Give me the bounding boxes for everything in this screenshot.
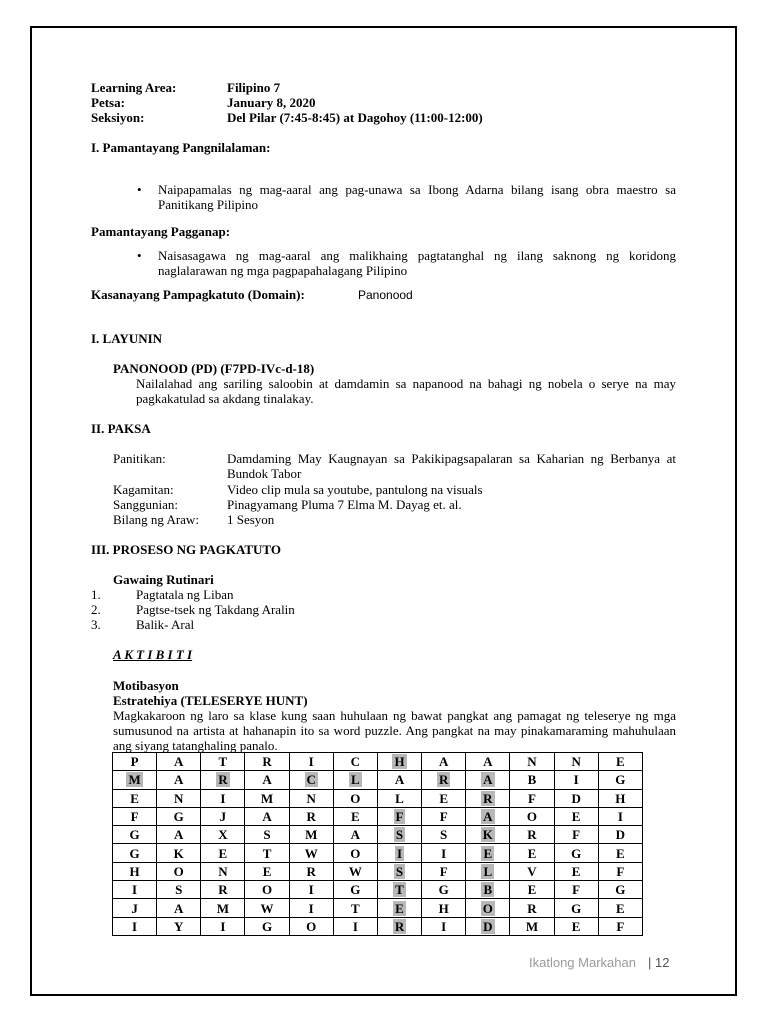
- puzzle-cell: [554, 771, 598, 789]
- puzzle-letter: E: [616, 900, 625, 916]
- puzzle-cell: [466, 862, 510, 880]
- puzzle-letter: A: [483, 772, 493, 788]
- puzzle-letter: E: [616, 754, 625, 770]
- layunin-text: Nailalahad ang sariling saloobin at damdamin sa napanood na bahagi ng nobela o serye na may pagkakatulad sa akdang tinalakay.: [136, 376, 676, 406]
- rutinari-title: Gawaing Rutinari: [113, 572, 214, 587]
- puzzle-letter: E: [527, 882, 537, 898]
- domain-label: Kasanayang Pampagkatuto (Domain):: [91, 287, 305, 302]
- puzzle-cell: [157, 844, 201, 862]
- puzzle-letter: G: [350, 882, 361, 898]
- puzzle-cell: [245, 881, 289, 899]
- puzzle-cell: [554, 753, 598, 771]
- puzzle-letter: E: [218, 845, 228, 861]
- puzzle-cell: [157, 807, 201, 825]
- puzzle-cell: [157, 899, 201, 917]
- puzzle-cell: [598, 844, 642, 862]
- puzzle-cell: [245, 826, 289, 844]
- puzzle-cell: [422, 899, 466, 917]
- puzzle-cell: [333, 789, 377, 807]
- puzzle-cell: [510, 771, 554, 789]
- puzzle-cell: [377, 862, 421, 880]
- puzzle-cell: [554, 844, 598, 862]
- puzzle-cell: [245, 899, 289, 917]
- puzzle-letter: X: [218, 827, 228, 843]
- proseso-title: III. PROSESO NG PAGKATUTO: [91, 542, 281, 557]
- puzzle-letter: A: [174, 827, 184, 843]
- puzzle-cell: [113, 789, 157, 807]
- puzzle-letter: P: [130, 754, 139, 770]
- puzzle-letter: L: [483, 863, 493, 879]
- puzzle-letter: R: [306, 809, 316, 825]
- puzzle-letter: R: [527, 827, 537, 843]
- petsa-label: Petsa:: [91, 95, 125, 110]
- puzzle-cell: [157, 862, 201, 880]
- puzzle-letter: G: [571, 900, 582, 916]
- pangnilalaman-title: I. Pamantayang Pangnilalaman:: [91, 140, 271, 155]
- puzzle-cell: [245, 844, 289, 862]
- puzzle-letter: M: [525, 918, 539, 934]
- puzzle-letter: F: [439, 863, 448, 879]
- puzzle-letter: R: [394, 918, 405, 934]
- puzzle-letter: C: [306, 772, 316, 788]
- sanggunian-value: Pinagyamang Pluma 7 Elma M. Dayag et. al.: [227, 497, 462, 512]
- puzzle-letter: H: [438, 900, 449, 916]
- puzzle-letter: I: [132, 918, 138, 934]
- estratehiya-title: Estratehiya (TELESERYE HUNT): [113, 693, 308, 708]
- puzzle-letter: E: [130, 790, 139, 806]
- puzzle-row: [113, 789, 643, 807]
- puzzle-letter: O: [261, 882, 273, 898]
- aktibiti-heading: A K T I B I T I: [113, 647, 193, 662]
- puzzle-cell: [422, 917, 466, 935]
- puzzle-cell: [157, 881, 201, 899]
- puzzle-cell: [598, 862, 642, 880]
- petsa-value: January 8, 2020: [227, 95, 316, 110]
- puzzle-cell: [377, 771, 421, 789]
- puzzle-letter: I: [308, 900, 314, 916]
- puzzle-cell: [598, 899, 642, 917]
- puzzle-letter: E: [571, 863, 581, 879]
- puzzle-cell: [598, 789, 642, 807]
- puzzle-cell: [333, 917, 377, 935]
- puzzle-letter: E: [571, 809, 581, 825]
- puzzle-cell: [466, 899, 510, 917]
- puzzle-letter: A: [174, 900, 184, 916]
- puzzle-cell: [510, 899, 554, 917]
- puzzle-letter: G: [571, 845, 582, 861]
- pagganap-title: Pamantayang Pagganap:: [91, 224, 231, 239]
- puzzle-letter: R: [262, 754, 272, 770]
- puzzle-letter: T: [218, 754, 228, 770]
- page-number: | 12: [648, 955, 670, 970]
- puzzle-cell: [466, 807, 510, 825]
- puzzle-letter: E: [571, 918, 581, 934]
- puzzle-cell: [245, 771, 289, 789]
- puzzle-letter: N: [218, 863, 228, 879]
- puzzle-cell: [510, 917, 554, 935]
- puzzle-row: [113, 881, 643, 899]
- puzzle-cell: [113, 862, 157, 880]
- puzzle-cell: [377, 789, 421, 807]
- puzzle-letter: E: [395, 900, 404, 916]
- puzzle-cell: [377, 899, 421, 917]
- puzzle-letter: T: [395, 882, 404, 898]
- puzzle-cell: [554, 899, 598, 917]
- puzzle-cell: [598, 753, 642, 771]
- puzzle-cell: [510, 844, 554, 862]
- puzzle-cell: [466, 917, 510, 935]
- kagamitan-value: Video clip mula sa youtube, pantulong na visuals: [227, 482, 483, 497]
- puzzle-cell: [377, 844, 421, 862]
- puzzle-letter: F: [616, 863, 625, 879]
- puzzle-letter: G: [173, 809, 184, 825]
- puzzle-cell: [333, 771, 377, 789]
- puzzle-cell: [510, 789, 554, 807]
- puzzle-cell: [113, 826, 157, 844]
- puzzle-letter: S: [395, 827, 404, 843]
- puzzle-letter: R: [483, 790, 493, 806]
- list-item: Balik- Aral: [136, 617, 195, 632]
- puzzle-cell: [598, 917, 642, 935]
- puzzle-letter: A: [438, 754, 449, 770]
- puzzle-row: [113, 753, 643, 771]
- puzzle-letter: A: [262, 772, 272, 788]
- puzzle-letter: M: [128, 772, 141, 788]
- puzzle-letter: G: [438, 882, 449, 898]
- puzzle-letter: D: [615, 827, 626, 843]
- puzzle-letter: I: [441, 918, 447, 934]
- sanggunian-label: Sanggunian:: [113, 497, 178, 512]
- puzzle-cell: [245, 862, 289, 880]
- puzzle-letter: G: [615, 772, 626, 788]
- puzzle-row: [113, 844, 643, 862]
- puzzle-letter: J: [219, 809, 227, 825]
- puzzle-cell: [377, 753, 421, 771]
- puzzle-cell: [245, 789, 289, 807]
- puzzle-cell: [466, 789, 510, 807]
- puzzle-cell: [289, 789, 333, 807]
- puzzle-cell: [289, 881, 333, 899]
- puzzle-cell: [377, 917, 421, 935]
- puzzle-letter: N: [174, 790, 184, 806]
- panitikan-value: Damdaming May Kaugnayan sa Pakikipagsapalaran sa Kaharian ng Berbanya at Bundok Tabor: [227, 451, 676, 481]
- layunin-subtitle: PANONOOD (PD) (F7PD-IVc-d-18): [113, 361, 315, 376]
- puzzle-letter: M: [216, 900, 230, 916]
- puzzle-letter: A: [174, 772, 184, 788]
- puzzle-cell: [157, 753, 201, 771]
- puzzle-letter: B: [483, 882, 493, 898]
- puzzle-cell: [466, 771, 510, 789]
- puzzle-cell: [377, 826, 421, 844]
- puzzle-cell: [201, 826, 245, 844]
- puzzle-letter: F: [572, 882, 581, 898]
- puzzle-letter: F: [395, 809, 404, 825]
- puzzle-letter: T: [351, 900, 360, 916]
- puzzle-letter: K: [173, 845, 184, 861]
- puzzle-letter: M: [260, 790, 274, 806]
- puzzle-cell: [333, 844, 377, 862]
- puzzle-letter: I: [308, 754, 314, 770]
- puzzle-cell: [157, 789, 201, 807]
- puzzle-cell: [510, 881, 554, 899]
- puzzle-cell: [201, 807, 245, 825]
- puzzle-cell: [422, 753, 466, 771]
- puzzle-letter: L: [395, 790, 404, 806]
- pangnilalaman-text: Naipapamalas ng mag-aaral ang pag-unawa sa Ibong Adarna bilang isang obra maestro sa Panitikang Pilipino: [158, 182, 676, 212]
- puzzle-cell: [201, 862, 245, 880]
- puzzle-cell: [422, 807, 466, 825]
- puzzle-cell: [510, 753, 554, 771]
- estratehiya-paragraph: Magkakaroon ng laro sa klase kung saan huhulaan ng bawat pangkat ang pamagat ng teleserye ng mga sumusunod na artista at hahanapin ito sa word puzzle. Ang pangkat na may pinakamaraming mahuhulaan ang siyang tatanghaling panalo.: [113, 708, 676, 753]
- puzzle-letter: G: [261, 918, 273, 934]
- puzzle-cell: [157, 917, 201, 935]
- araw-value: 1 Sesyon: [227, 512, 275, 527]
- puzzle-cell: [289, 917, 333, 935]
- list-number: 2.: [91, 602, 101, 617]
- puzzle-letter: R: [218, 772, 228, 788]
- puzzle-letter: N: [571, 754, 581, 770]
- puzzle-letter: I: [573, 772, 579, 788]
- puzzle-cell: [422, 844, 466, 862]
- puzzle-row: [113, 862, 643, 880]
- seksiyon-label: Seksiyon:: [91, 110, 145, 125]
- puzzle-letter: E: [616, 845, 625, 861]
- puzzle-cell: [113, 807, 157, 825]
- puzzle-letter: F: [572, 827, 581, 843]
- panitikan-label: Panitikan:: [113, 451, 166, 466]
- puzzle-row: [113, 771, 643, 789]
- puzzle-cell: [113, 771, 157, 789]
- puzzle-letter: Y: [174, 918, 184, 934]
- puzzle-cell: [554, 826, 598, 844]
- puzzle-cell: [201, 753, 245, 771]
- puzzle-letter: R: [306, 863, 316, 879]
- bullet-icon: •: [137, 182, 142, 197]
- puzzle-letter: I: [220, 790, 226, 806]
- puzzle-letter: C: [350, 754, 361, 770]
- puzzle-letter: V: [527, 863, 537, 879]
- puzzle-letter: R: [218, 882, 228, 898]
- list-number: 1.: [91, 587, 101, 602]
- puzzle-cell: [466, 844, 510, 862]
- puzzle-cell: [289, 771, 333, 789]
- puzzle-letter: N: [527, 754, 537, 770]
- puzzle-letter: I: [396, 845, 403, 861]
- puzzle-cell: [333, 881, 377, 899]
- puzzle-letter: L: [351, 772, 360, 788]
- puzzle-cell: [554, 862, 598, 880]
- puzzle-cell: [510, 862, 554, 880]
- puzzle-cell: [201, 844, 245, 862]
- puzzle-row: [113, 807, 643, 825]
- puzzle-cell: [598, 771, 642, 789]
- puzzle-cell: [466, 753, 510, 771]
- puzzle-letter: E: [483, 845, 493, 861]
- puzzle-cell: [157, 826, 201, 844]
- puzzle-letter: A: [483, 809, 493, 825]
- list-number: 3.: [91, 617, 101, 632]
- puzzle-letter: A: [174, 754, 184, 770]
- puzzle-cell: [289, 844, 333, 862]
- puzzle-cell: [377, 807, 421, 825]
- puzzle-cell: [201, 917, 245, 935]
- puzzle-letter: I: [352, 918, 358, 934]
- layunin-title: I. LAYUNIN: [91, 331, 163, 346]
- puzzle-letter: D: [483, 918, 493, 934]
- puzzle-letter: F: [616, 918, 625, 934]
- puzzle-cell: [466, 826, 510, 844]
- puzzle-letter: H: [394, 754, 405, 770]
- puzzle-cell: [554, 807, 598, 825]
- puzzle-letter: B: [527, 772, 537, 788]
- puzzle-letter: G: [129, 827, 140, 843]
- puzzle-letter: I: [441, 845, 447, 861]
- araw-label: Bilang ng Araw:: [113, 512, 199, 527]
- puzzle-row: [113, 917, 643, 935]
- puzzle-letter: J: [131, 900, 138, 916]
- puzzle-cell: [598, 807, 642, 825]
- puzzle-cell: [333, 899, 377, 917]
- puzzle-letter: H: [129, 863, 140, 879]
- puzzle-cell: [113, 844, 157, 862]
- puzzle-cell: [113, 917, 157, 935]
- paksa-title: II. PAKSA: [91, 421, 151, 436]
- puzzle-cell: [510, 826, 554, 844]
- puzzle-letter: I: [132, 882, 138, 898]
- puzzle-cell: [289, 899, 333, 917]
- puzzle-letter: W: [260, 900, 274, 916]
- puzzle-letter: G: [615, 882, 626, 898]
- puzzle-letter: E: [262, 863, 272, 879]
- puzzle-letter: T: [262, 845, 272, 861]
- puzzle-cell: [422, 826, 466, 844]
- puzzle-letter: W: [304, 845, 318, 861]
- puzzle-letter: E: [351, 809, 360, 825]
- puzzle-letter: F: [439, 809, 448, 825]
- puzzle-cell: [554, 881, 598, 899]
- puzzle-cell: [289, 753, 333, 771]
- puzzle-letter: N: [306, 790, 316, 806]
- puzzle-cell: [598, 881, 642, 899]
- puzzle-cell: [201, 881, 245, 899]
- puzzle-letter: F: [528, 790, 536, 806]
- puzzle-cell: [333, 807, 377, 825]
- puzzle-cell: [113, 881, 157, 899]
- puzzle-cell: [510, 807, 554, 825]
- puzzle-letter: R: [438, 772, 449, 788]
- puzzle-letter: S: [175, 882, 183, 898]
- puzzle-letter: M: [305, 827, 318, 843]
- puzzle-letter: I: [617, 809, 623, 825]
- puzzle-cell: [113, 753, 157, 771]
- puzzle-letter: G: [129, 845, 140, 861]
- puzzle-cell: [157, 771, 201, 789]
- puzzle-cell: [289, 826, 333, 844]
- pagganap-text: Naisasagawa ng mag-aaral ang malikhaing pagtatanghal ng ilang saknong ng koridong naglalarawan ng mga pagpapahalagang Pilipino: [158, 248, 676, 278]
- puzzle-letter: F: [130, 809, 139, 825]
- bullet-icon: •: [137, 248, 142, 263]
- puzzle-letter: R: [527, 900, 537, 916]
- puzzle-letter: O: [526, 809, 538, 825]
- puzzle-letter: A: [394, 772, 405, 788]
- puzzle-cell: [422, 789, 466, 807]
- learning-area-label: Learning Area:: [91, 80, 177, 95]
- learning-area-value: Filipino 7: [227, 80, 281, 95]
- puzzle-letter: A: [483, 754, 493, 770]
- puzzle-letter: I: [220, 918, 226, 934]
- puzzle-cell: [289, 862, 333, 880]
- puzzle-letter: S: [395, 863, 404, 879]
- puzzle-cell: [554, 789, 598, 807]
- puzzle-cell: [333, 753, 377, 771]
- puzzle-letter: O: [173, 863, 184, 879]
- puzzle-cell: [422, 862, 466, 880]
- puzzle-cell: [245, 917, 289, 935]
- quarter-footer: Ikatlong Markahan: [529, 955, 636, 970]
- puzzle-letter: S: [440, 827, 448, 843]
- puzzle-letter: A: [350, 827, 361, 843]
- puzzle-cell: [245, 807, 289, 825]
- puzzle-cell: [333, 862, 377, 880]
- puzzle-letter: H: [615, 790, 626, 806]
- puzzle-letter: K: [482, 827, 493, 843]
- puzzle-letter: O: [350, 845, 361, 861]
- puzzle-cell: [201, 771, 245, 789]
- puzzle-letter: A: [262, 809, 272, 825]
- puzzle-letter: E: [439, 790, 448, 806]
- puzzle-row: [113, 899, 643, 917]
- puzzle-letter: D: [571, 790, 581, 806]
- puzzle-cell: [289, 807, 333, 825]
- puzzle-cell: [554, 917, 598, 935]
- puzzle-cell: [422, 771, 466, 789]
- domain-value: Panonood: [358, 288, 413, 302]
- puzzle-cell: [377, 881, 421, 899]
- puzzle-letter: E: [527, 845, 537, 861]
- puzzle-letter: O: [350, 790, 361, 806]
- motibasyon-title: Motibasyon: [113, 678, 179, 693]
- word-puzzle-grid: [112, 752, 643, 936]
- puzzle-letter: O: [482, 900, 493, 916]
- puzzle-cell: [245, 753, 289, 771]
- puzzle-row: [113, 826, 643, 844]
- puzzle-cell: [201, 899, 245, 917]
- puzzle-letter: I: [308, 882, 314, 898]
- list-item: Pagtatala ng Liban: [136, 587, 234, 602]
- puzzle-cell: [598, 826, 642, 844]
- kagamitan-label: Kagamitan:: [113, 482, 174, 497]
- puzzle-letter: W: [348, 863, 362, 879]
- seksiyon-value: Del Pilar (7:45-8:45) at Dagohoy (11:00-12:00): [227, 110, 483, 125]
- list-item: Pagtse-tsek ng Takdang Aralin: [136, 602, 295, 617]
- puzzle-cell: [113, 899, 157, 917]
- puzzle-letter: S: [263, 827, 271, 843]
- puzzle-cell: [333, 826, 377, 844]
- puzzle-cell: [201, 789, 245, 807]
- puzzle-cell: [466, 881, 510, 899]
- puzzle-cell: [422, 881, 466, 899]
- puzzle-letter: O: [306, 918, 317, 934]
